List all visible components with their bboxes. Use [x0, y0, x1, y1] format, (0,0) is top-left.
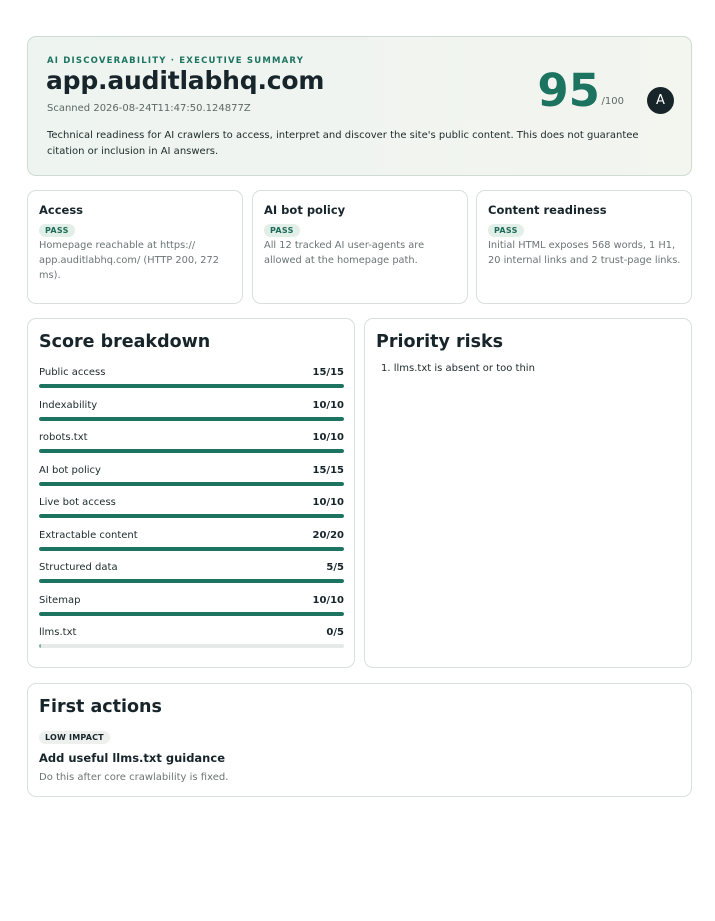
impact-badge: LOW IMPACT	[39, 731, 110, 744]
metric-row	[39, 627, 344, 659]
progress-track	[39, 384, 344, 388]
metric-row	[39, 400, 344, 432]
card-title: Content readiness	[488, 203, 607, 217]
metric-value: 10/10	[312, 399, 344, 411]
metric-row	[39, 595, 344, 627]
metric-label: Extractable content	[39, 529, 138, 541]
metric-value: 10/10	[312, 497, 344, 508]
site-domain: app.auditlabhq.com	[46, 66, 325, 95]
score-breakdown-panel	[27, 318, 355, 668]
scan-timestamp: Scanned 2026-08-24T11:47:50.124877Z	[47, 103, 251, 114]
action-description: Do this after core crawlability is fixed.	[39, 772, 229, 783]
metric-value: 15/15	[312, 464, 344, 476]
action-title: Add useful llms.txt guidance	[39, 751, 225, 765]
access-card	[27, 190, 243, 304]
panel-title: First actions	[39, 697, 162, 717]
progress-fill	[39, 644, 41, 648]
metric-value: 0/5	[326, 627, 344, 638]
progress-track	[39, 417, 344, 421]
metric-label: robots.txt	[39, 432, 88, 443]
progress-fill	[39, 514, 344, 518]
progress-fill	[39, 417, 344, 421]
metric-value: 5/5	[326, 562, 344, 573]
eyebrow-label: AI DISCOVERABILITY · EXECUTIVE SUMMARY	[47, 56, 305, 66]
pass-badge: PASS	[39, 224, 75, 237]
card-description: Initial HTML exposes 568 words, 1 H1, 20 internal links and 2 trust-page links.	[488, 240, 681, 266]
score-value: 95	[537, 64, 600, 117]
card-title: Access	[39, 203, 84, 217]
progress-track	[39, 482, 344, 486]
progress-track	[39, 579, 344, 583]
panel-title: Score breakdown	[39, 332, 211, 352]
metric-label: Indexability	[39, 399, 98, 411]
progress-fill	[39, 449, 344, 453]
metric-label: Sitemap	[39, 594, 81, 606]
metric-row	[39, 530, 344, 562]
progress-track	[39, 514, 344, 518]
progress-fill	[39, 579, 344, 583]
risk-item: 1. llms.txt is absent or too thin	[381, 363, 535, 374]
card-description: Homepage reachable at https:// app.auditlabhq.com/ (HTTP 200, 272 ms).	[39, 240, 220, 281]
metric-label: Public access	[39, 367, 106, 378]
progress-track	[39, 547, 344, 551]
metric-value: 10/10	[312, 432, 344, 443]
score-max: /100	[601, 96, 624, 107]
metric-value: 20/20	[312, 529, 344, 541]
card-title: AI bot policy	[264, 203, 346, 217]
score-display	[537, 64, 674, 117]
card-description: All 12 tracked AI user-agents are allowed at the homepage path.	[264, 240, 425, 266]
panel-title: Priority risks	[376, 332, 504, 352]
pass-badge: PASS	[488, 224, 524, 237]
progress-fill	[39, 612, 344, 616]
metric-label: Live bot access	[39, 497, 116, 508]
metric-label: AI bot policy	[39, 464, 101, 476]
metric-row	[39, 432, 344, 464]
risk-list	[381, 363, 535, 374]
grade-badge: A	[647, 87, 674, 114]
metric-label: llms.txt	[39, 627, 77, 638]
metric-value: 10/10	[312, 594, 344, 606]
metric-row	[39, 465, 344, 497]
progress-track	[39, 644, 344, 648]
ai-bot-policy-card	[252, 190, 468, 304]
content-readiness-card	[476, 190, 692, 304]
progress-fill	[39, 384, 344, 388]
progress-fill	[39, 547, 344, 551]
metric-row	[39, 497, 344, 529]
metric-value: 15/15	[312, 367, 344, 378]
first-actions-panel	[27, 683, 692, 797]
summary-header	[27, 36, 692, 176]
priority-risks-panel	[364, 318, 692, 668]
progress-track	[39, 449, 344, 453]
progress-fill	[39, 482, 344, 486]
pass-badge: PASS	[264, 224, 300, 237]
metric-label: Structured data	[39, 562, 118, 573]
metric-row	[39, 562, 344, 594]
metric-row	[39, 367, 344, 399]
progress-track	[39, 612, 344, 616]
summary-description: Technical readiness for AI crawlers to access, interpret and discover the site's public content. This does not guarantee citation or inclusion in AI answers.	[47, 130, 639, 157]
